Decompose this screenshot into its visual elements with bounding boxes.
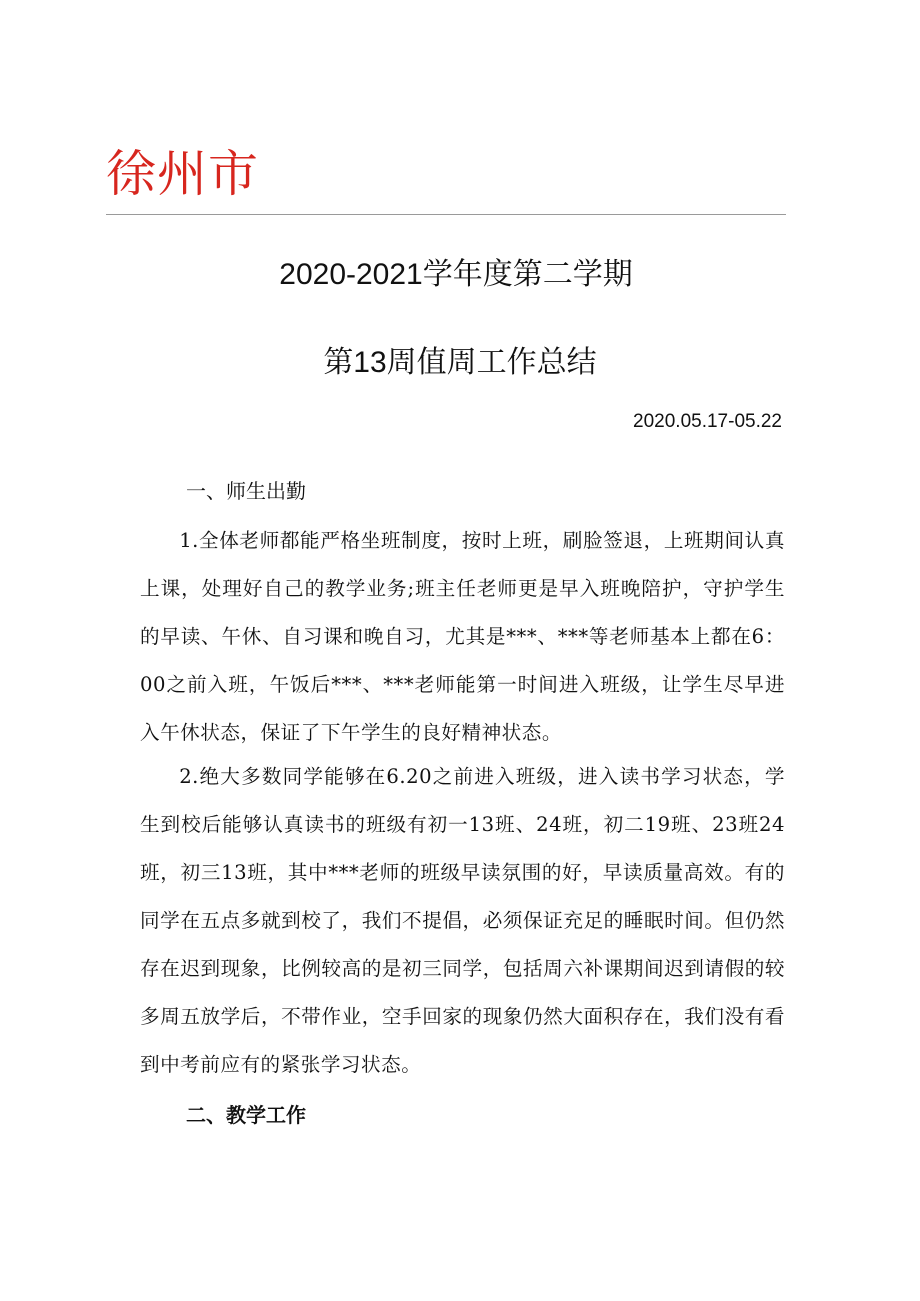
section-heading-attendance: 一、师生出勤	[186, 479, 306, 503]
header-divider	[106, 214, 786, 215]
header-city-name: 徐州市	[106, 145, 259, 203]
document-date: 2020.05.17-05.22	[633, 411, 782, 432]
section-heading-teaching: 二、教学工作	[186, 1103, 306, 1127]
document-title-line1: 2020-2021学年度第二学期	[279, 258, 633, 291]
document-title-line2: 第13周值周工作总结	[323, 346, 597, 379]
paragraph-teachers-attendance: 1.全体老师都能严格坐班制度，按时上班，刷脸签退，上班期间认真上课，处理好自己的教学业务;班主任老师更是早入班晚陪护，守护学生的早读、午休、自习课和晚自习，尤其是***、***等老师基本上都在6：00之前入班，午饭后***、***老师能第一时间进入班级，让学生尽早进入午休状态，保证了下午学生的良好精神状态。	[140, 529, 785, 744]
paragraph-students-attendance: 2.绝大多数同学能够在6.20之前进入班级，进入读书学习状态，学生到校后能够认真读书的班级有初一13班、24班，初二19班、23班24班，初三13班，其中***老师的班级早读氛围的好，早读质量高效。有的同学在五点多就到校了，我们不提倡，必须保证充足的睡眠时间。但仍然存在迟到现象，比例较高的是初三同学，包括周六补课期间迟到请假的较多周五放学后，不带作业，空手回家的现象仍然大面积存在，我们没有看到中考前应有的紧张学习状态。	[140, 765, 785, 1076]
